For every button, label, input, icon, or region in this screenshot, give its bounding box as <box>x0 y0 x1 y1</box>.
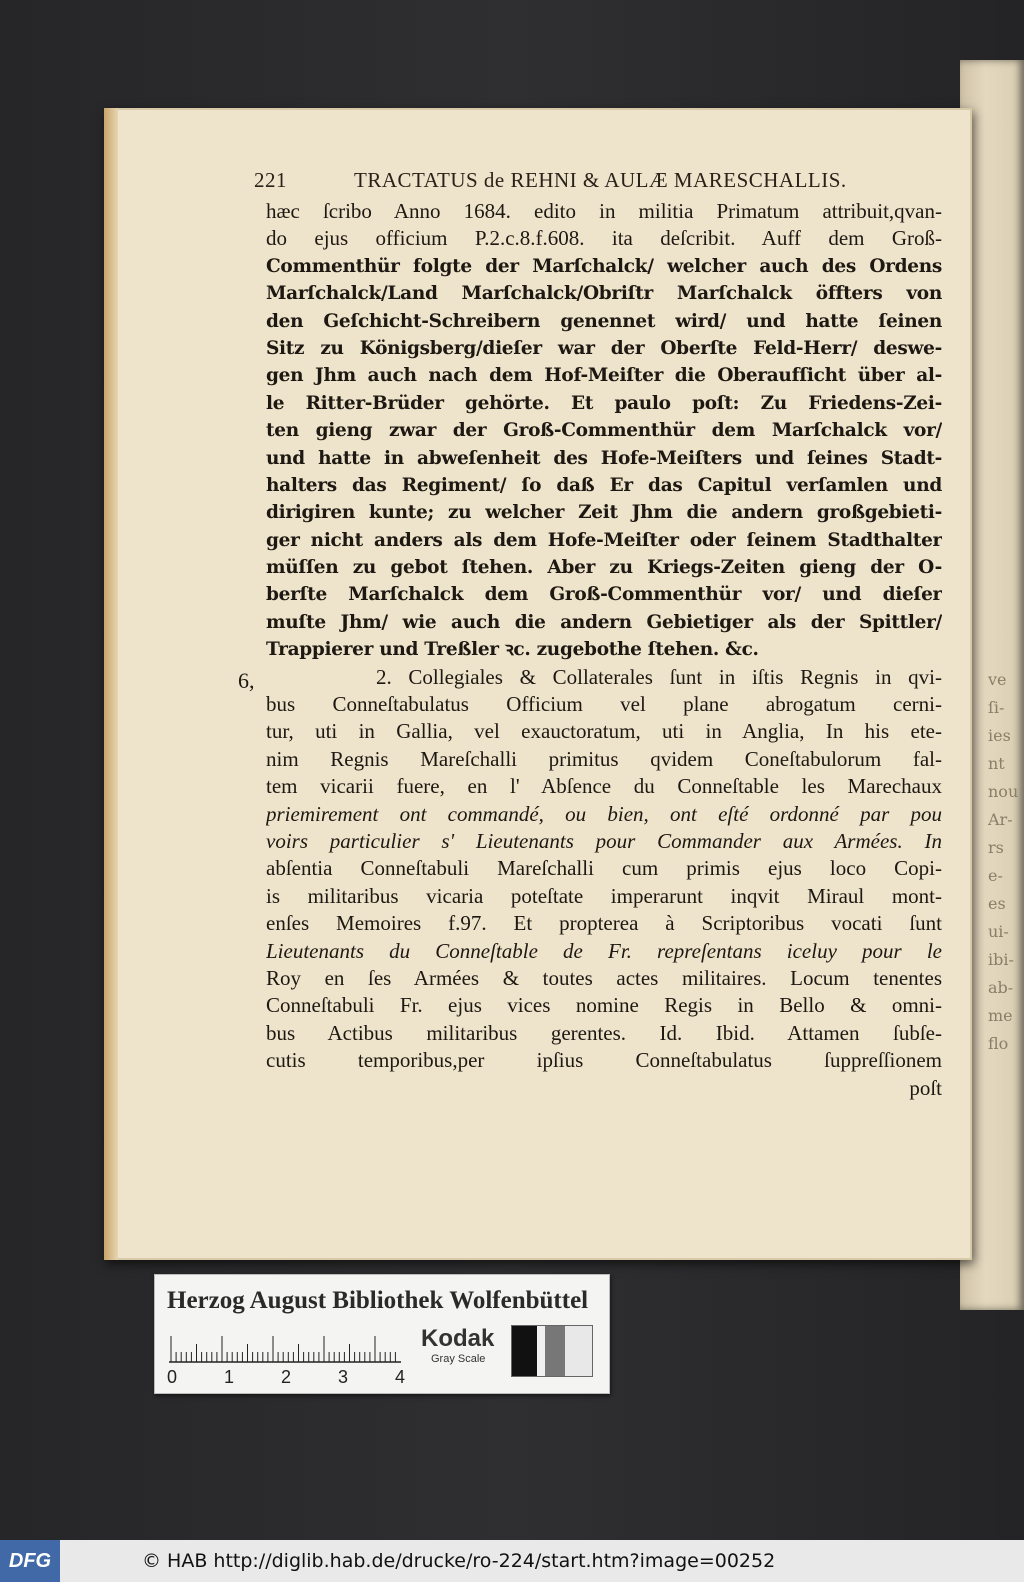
text-line: Sitz zu Königsberg/dieſer war der Oberſte Feld-Herr/ deswe- <box>266 337 942 359</box>
ghost-text: ies <box>988 726 1011 745</box>
text-line: halters das Regiment/ ſo daß Er das Capitul verſamlen und <box>266 474 942 496</box>
text-line: voirs particulier s' Lieutenants pour Commander aux Armées. In <box>266 828 942 853</box>
running-head <box>254 168 954 198</box>
copyright-link[interactable]: © HAB http://diglib.hab.de/drucke/ro-224/start.htm?image=00252 <box>142 1550 776 1572</box>
section-number: 6, <box>238 668 255 693</box>
text-line: abſentia Conneſtabuli Mareſchalli cum primis ejus loco Copi- <box>266 856 942 881</box>
gray-scale-swatches <box>511 1325 593 1377</box>
scale-label: Gray Scale <box>431 1353 486 1365</box>
text-line: Roy en ſes Armées & toutes actes militaires. Locum tenentes <box>266 965 942 990</box>
library-name: Herzog August Bibliothek Wolfenbüttel <box>167 1287 589 1314</box>
ruler-number: 0 <box>167 1367 178 1387</box>
body-text <box>266 198 942 1102</box>
text-line: nim Regnis Mareſchalli primitus qvidem Coneſtabulorum fal- <box>266 746 942 771</box>
text-line: dirigiren kunte; zu welcher Zeit Jhm die andern großgebieti- <box>266 502 942 524</box>
ghost-text: ſi- <box>988 698 1005 717</box>
ruler-number: 1 <box>224 1367 235 1387</box>
text-line: cutis temporibus,per ipſius Conneſtabulatus ſuppreſſionem <box>266 1048 942 1073</box>
text-line: gen Jhm auch nach dem Hof-Meiſter die Oberaufſicht über al- <box>266 365 942 387</box>
brand-label: Kodak <box>421 1325 495 1352</box>
text-line: ger nicht anders als dem Hofe-Meiſter oder ſeinem Stadthalter <box>266 529 942 551</box>
text-line: priemirement ont commandé, ou bien, ont eſté ordonné par pou <box>266 801 942 826</box>
dfg-logo: DFG <box>0 1540 60 1582</box>
color-reference-card <box>154 1274 610 1394</box>
ruler-icon <box>169 1333 401 1363</box>
text-line: enſes Memoires f.97. Et propterea à Scriptoribus vocati ſunt <box>266 911 942 936</box>
ghost-text: nt <box>988 754 1005 773</box>
text-line: und hatte in abweſenheit des Hofe-Meiſters und ſeines Stadt- <box>266 447 942 469</box>
ghost-text: flo <box>988 1034 1009 1053</box>
ghost-text: me <box>988 1006 1013 1025</box>
text-line: berſte Marſchalck dem Groß-Commenthür vor/ und dieſer <box>266 584 942 606</box>
book-page <box>104 108 972 1260</box>
text-line: müſſen zu gebot ſtehen. Aber zu Kriegs-Zeiten gieng der O- <box>266 557 942 579</box>
running-title: TRACTATUS de REHNI & AULÆ MARESCHALLIS. <box>354 168 847 192</box>
text-line: tur, uti in Gallia, vel exauctoratum, uti in Anglia, In his ete- <box>266 719 942 744</box>
text-line: le Ritter-Brüder gehörte. Et paulo poſt: Zu Friedens-Zei- <box>266 392 942 414</box>
ruler-number: 3 <box>338 1367 349 1387</box>
ghost-text: es <box>988 894 1006 913</box>
text-line: ten gieng zwar der Groß-Commenthür dem Marſchalck vor/ <box>266 420 942 442</box>
ghost-text: ab- <box>988 978 1014 997</box>
text-line: hæc ſcribo Anno 1684. edito in militia Primatum attribuit,qvan- <box>266 199 942 223</box>
text-line: Trappierer und Treßler ꝛc. zugebothe ſtehen. &c. <box>266 639 759 661</box>
text-line: Commenthür folgte der Marſchalck/ welcher auch des Ordens <box>266 255 942 277</box>
ghost-text: nou <box>988 782 1019 801</box>
ruler-number: 4 <box>395 1367 406 1387</box>
text-line: Lieutenants du Conneſtable de Fr. repreſentans iceluy pour le <box>266 938 942 963</box>
viewer-footer <box>0 1540 1024 1582</box>
text-line: bus Actibus militaribus gerentes. Id. Ibid. Attamen ſubſe- <box>266 1020 942 1045</box>
text-line: Conneſtabuli Fr. ejus vices nomine Regis in Bello & omni- <box>266 993 942 1018</box>
text-line: Marſchalck/Land Marſchalck/Obriſtr Marſchalck öffters von <box>266 283 942 305</box>
page-number: 221 <box>254 168 287 192</box>
text-line: bus Conneſtabulatus Officium vel plane abrogatum cerni- <box>266 692 942 717</box>
ghost-text: Ar- <box>988 810 1013 829</box>
ghost-text: e- <box>988 866 1003 885</box>
ruler-number: 2 <box>281 1367 292 1387</box>
ghost-text: ibi- <box>988 950 1014 969</box>
text-line: is militaribus vicaria poteſtate imperarunt inqvit Miraul mont- <box>266 883 942 908</box>
ghost-text: ui- <box>988 922 1009 941</box>
text-line: muſte Jhm/ wie auch die andern Gebietiger als der Spittler/ <box>266 611 942 633</box>
ghost-text: rs <box>988 838 1004 857</box>
text-line: den Geſchicht-Schreibern genennet wird/ und hatte ſeinen <box>266 310 942 332</box>
text-line: tem vicarii fuere, en l' Abſence du Conneſtable les Marechaux <box>266 774 942 799</box>
text-line: 2. Collegiales & Collaterales ſunt in iſtis Regnis in qvi- <box>376 664 942 689</box>
ghost-text: ve <box>988 670 1007 689</box>
text-line: do ejus officium P.2.c.8.f.608. ita deſcribit. Auff dem Groß- <box>266 226 942 251</box>
text-line: poſt <box>909 1075 942 1100</box>
